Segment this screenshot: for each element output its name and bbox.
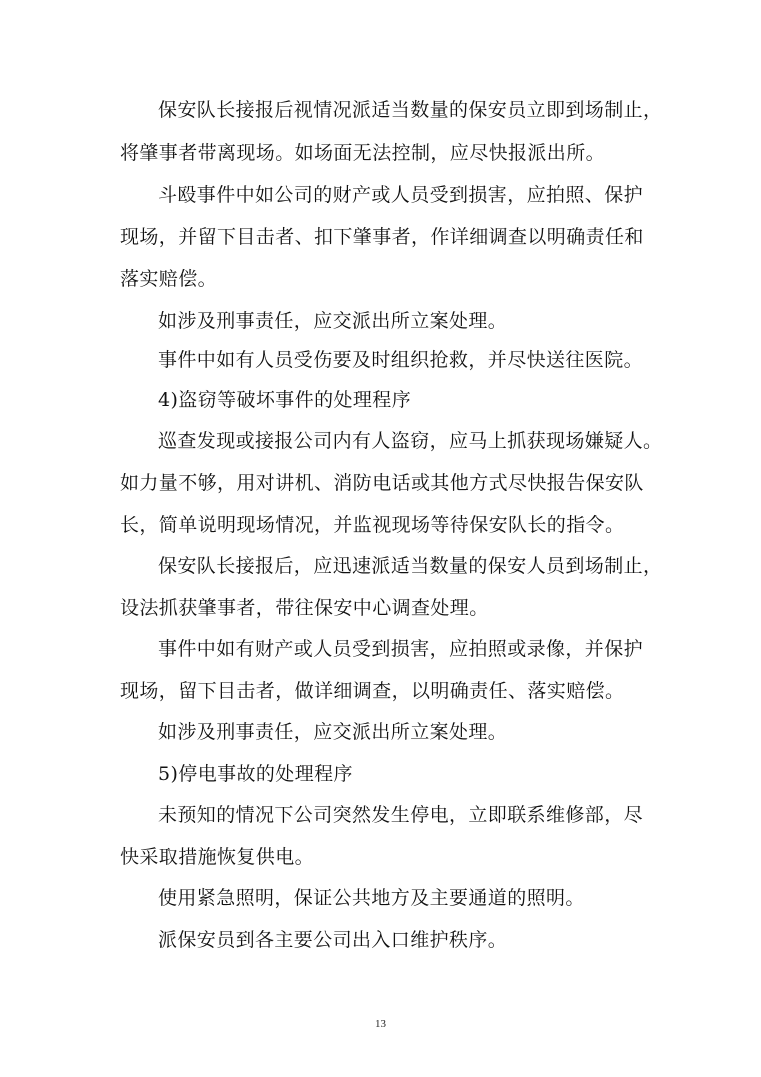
text-line: 快采取措施恢复供电。 <box>120 846 315 868</box>
text-line: 巡查发现或接报公司内有人盗窃，应马上抓获现场嫌疑人。 <box>158 430 663 452</box>
text-line: 未预知的情况下公司突然发生停电，立即联系维修部，尽 <box>158 804 644 826</box>
text-line: 现场，留下目击者，做详细调查，以明确责任、落实赔偿。 <box>120 680 625 702</box>
section-heading: 5)停电事故的处理程序 <box>158 763 353 785</box>
text-line: 使用紧急照明，保证公共地方及主要通道的照明。 <box>158 887 585 909</box>
text-line: 长，简单说明现场情况，并监视现场等待保安队长的指令。 <box>120 514 625 536</box>
text-line: 如涉及刑事责任，应交派出所立案处理。 <box>158 310 508 332</box>
page-number: 13 <box>375 1018 386 1030</box>
text-line: 如涉及刑事责任，应交派出所立案处理。 <box>158 721 508 743</box>
text-line: 设法抓获肇事者，带往保安中心调查处理。 <box>120 597 489 619</box>
text-line: 保安队长接报后视情况派适当数量的保安员立即到场制止， <box>158 99 663 121</box>
section-heading: 4)盗窃等破坏事件的处理程序 <box>158 389 412 411</box>
text-line: 派保安员到各主要公司出入口维护秩序。 <box>158 929 508 951</box>
text-line: 现场，并留下目击者、扣下肇事者，作详细调查以明确责任和 <box>120 226 644 248</box>
text-line: 落实赔偿。 <box>120 268 218 290</box>
text-line: 如力量不够，用对讲机、消防电话或其他方式尽快报告保安队 <box>120 472 644 494</box>
text-line: 事件中如有人员受伤要及时组织抢救，并尽快送往医院。 <box>158 349 644 371</box>
text-line: 保安队长接报后，应迅速派适当数量的保安人员到场制止， <box>158 555 663 577</box>
text-line: 斗殴事件中如公司的财产或人员受到损害，应拍照、保护 <box>158 184 644 206</box>
text-line: 事件中如有财产或人员受到损害，应拍照或录像，并保护 <box>158 638 644 660</box>
text-line: 将肇事者带离现场。如场面无法控制，应尽快报派出所。 <box>120 142 606 164</box>
